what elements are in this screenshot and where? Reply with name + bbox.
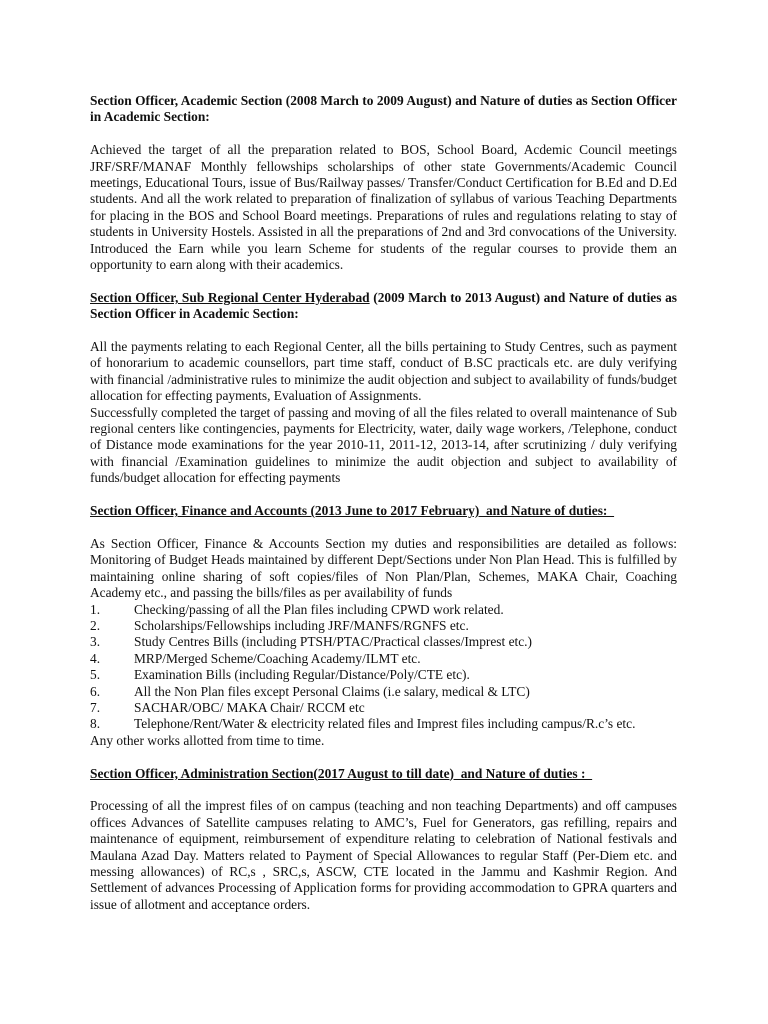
list-item: [90, 716, 677, 732]
section-paragraph: Processing of all the imprest files of on campus (teaching and non teaching Departments) and off campuses offices Advances of Satellite campuses relating to AMC’s, Fuel for Generators, gas refilling, repairs and maintenance of equipment, reimbursement of expenditure relating to celebration of National festivals and Maulana Azad Day. Matters related to Payment of Special Allowances to regular Staff (Per-Diem etc. and messing allowances) of RC,s , SRC,s, ASCW, CTE located in the Jammu and Kashmir Region. And Settlement of advances Processing of Application forms for providing accommodation to GPRA quarters and issue of allotment and acceptance orders.: [90, 798, 677, 912]
list-number: 3.: [90, 634, 101, 650]
list-item: [90, 700, 677, 716]
list-text: Telephone/Rent/Water & electricity related files and Imprest files including campus/R.c’s etc.: [134, 716, 636, 732]
list-item: [90, 618, 677, 634]
list-number: 1.: [90, 601, 101, 617]
document-page: [90, 93, 677, 913]
section-heading-hyderabad: [90, 290, 677, 323]
section-paragraph: Successfully completed the target of passing and moving of all the files related to overall maintenance of Sub regional centers like contingencies, payments for Electricity, water, daily wage workers, /Telephone, conduct of Distance mode examinations for the year 2010-11, 2011-12, 2013-14, after scrutinizing / duly verifying with financial /Examination guidelines to minimize the audit objection and subject to availability of funds/budget allocation for effecting payments: [90, 404, 677, 486]
list-number: 5.: [90, 667, 101, 683]
section-heading-administration: [90, 766, 677, 782]
list-number: 8.: [90, 716, 101, 732]
section-paragraph: As Section Officer, Finance & Accounts Section my duties and responsibilities are detailed as follows: Monitoring of Budget Heads maintained by different Dept/Sections under Non Plan Head. This is fulfilled by maintaining online sharing of soft copies/files of Non Plan/Plan, Schemes, MAKA Chair, Coaching Academy etc., and passing the bills/files as per availability of funds: [90, 535, 677, 601]
heading-text: (2009 March to 2013 August) and Nature of duties as Section Officer in Academic Section:: [90, 289, 677, 322]
list-item: [90, 684, 677, 700]
list-item: [90, 634, 677, 650]
list-item: [90, 602, 677, 618]
heading-underlined-text: Section Officer, Finance and Accounts (2013 June to 2017 February) and Nature of duties:: [90, 503, 615, 519]
list-number: 7.: [90, 699, 101, 715]
closing-line: Any other works allotted from time to time.: [90, 732, 325, 748]
list-text: Study Centres Bills (including PTSH/PTAC/Practical classes/Imprest etc.): [134, 634, 532, 650]
section-heading-academic: [90, 93, 677, 126]
duties-list: [90, 602, 677, 733]
heading-underlined-text: Section Officer, Administration Section(2017 August to till date) and Nature of duties :: [90, 765, 593, 781]
list-text: Examination Bills (including Regular/Distance/Poly/CTE etc).: [134, 667, 470, 683]
list-number: 4.: [90, 650, 101, 666]
list-text: All the Non Plan files except Personal Claims (i.e salary, medical & LTC): [134, 683, 530, 699]
list-text: SACHAR/OBC/ MAKA Chair/ RCCM etc: [134, 699, 365, 715]
heading-underlined-text: Section Officer, Sub Regional Center Hyderabad: [90, 289, 370, 305]
list-text: Checking/passing of all the Plan files including CPWD work related.: [134, 601, 504, 617]
list-item: [90, 667, 677, 683]
list-number: 6.: [90, 683, 101, 699]
heading-text: Section Officer, Academic Section (2008 March to 2009 August) and Nature of duties as Section Officer in Academic Section:: [90, 93, 677, 125]
section-paragraph: Achieved the target of all the preparation related to BOS, School Board, Acdemic Council meetings JRF/SRF/MANAF Monthly fellowships scholarships of other state Governments/Academic Council meetings, Educational Tours, issue of Bus/Railway passes/ Transfer/Conduct Certification for B.Ed and D.Ed students. And all the work related to preparation of finalization of syllabus of various Teaching Departments for placing in the BOS and School Board meetings. Preparations of rules and regulations relating to stay of students in University Hostels. Assisted in all the preparations of 2nd and 3rd convocations of the University. Introduced the Earn while you learn Scheme for students of the regular courses to provide them an opportunity to earn along with their academics.: [90, 142, 677, 273]
section-heading-finance: [90, 503, 677, 519]
list-item: [90, 651, 677, 667]
list-text: MRP/Merged Scheme/Coaching Academy/ILMT etc.: [134, 650, 421, 666]
section-paragraph: All the payments relating to each Regional Center, all the bills pertaining to Study Centres, such as payment of honorarium to academic counsellors, part time staff, conduct of B.SC practicals etc. are duly verifying with financial /administrative rules to minimize the audit objection and subject to availability of funds/budget allocation for effecting payments, Evaluation of Assignments.: [90, 339, 677, 404]
list-number: 2.: [90, 617, 101, 633]
list-text: Scholarships/Fellowships including JRF/MANFS/RGNFS etc.: [134, 617, 469, 633]
